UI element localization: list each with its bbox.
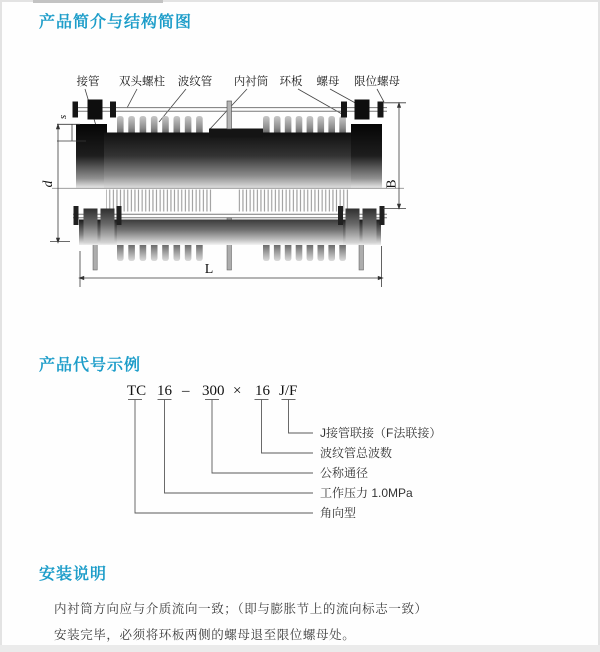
dim-label-d: d bbox=[40, 180, 55, 188]
part-label-stud: 双头螺柱 bbox=[119, 76, 165, 88]
code-seg-dash: – bbox=[182, 383, 190, 399]
part-label-nut: 螺母 bbox=[316, 76, 340, 88]
dim-label-B: B bbox=[383, 179, 399, 189]
part-label-limit-nut: 限位螺母 bbox=[354, 76, 400, 88]
code-seg-pressure: 16 bbox=[157, 383, 172, 399]
code-seg-connection: J/F bbox=[279, 383, 298, 399]
section-title-code: 产品代号示例 bbox=[39, 357, 142, 374]
page-edge-artifact bbox=[33, 0, 163, 3]
part-label-ring-plate: 环板 bbox=[279, 76, 303, 88]
callout-type: 角向型 bbox=[320, 506, 357, 520]
code-seg-waves: 16 bbox=[255, 383, 270, 399]
part-label-liner: 内衬筒 bbox=[233, 76, 269, 88]
dim-label-s: s bbox=[57, 114, 69, 120]
callout-wave-count: 波纹管总波数 bbox=[320, 446, 393, 460]
callout-diameter: 公称通径 bbox=[320, 466, 369, 480]
code-callout-lines bbox=[0, 380, 600, 525]
dim-label-L: L bbox=[204, 262, 214, 277]
section-title-intro: 产品简介与结构简图 bbox=[39, 14, 193, 31]
part-label-pipe-end: 接管 bbox=[76, 76, 100, 88]
callout-pressure: 工作压力 1.0MPa bbox=[320, 486, 413, 500]
page-edge-artifact bbox=[0, 645, 600, 652]
install-note-2: 安装完毕，必须将环板两侧的螺母退至限位螺母处。 bbox=[54, 628, 356, 642]
code-seg-times: × bbox=[233, 383, 242, 399]
section-title-install: 安装说明 bbox=[39, 566, 108, 583]
code-seg-diameter: 300 bbox=[202, 383, 225, 399]
structure-diagram bbox=[0, 60, 600, 295]
code-seg-type: TC bbox=[127, 383, 147, 399]
callout-connection: J接管联接（F法联接） bbox=[320, 426, 442, 440]
install-note-1: 内衬筒方向应与介质流向一致；（即与膨胀节上的流向标志一致） bbox=[54, 602, 428, 616]
part-label-bellows: 波纹管 bbox=[177, 76, 213, 88]
